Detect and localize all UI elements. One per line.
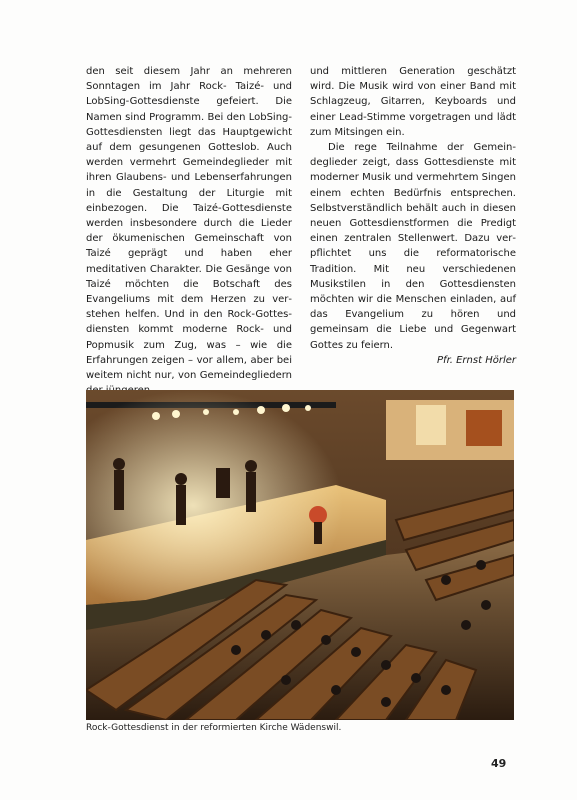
- article-column-right: [310, 64, 516, 368]
- article-paragraph: den seit diesem Jahr an mehreren Sonntagen im Jahr Rock- Taizé- und LobSing-Gottesdienste gefeiert. Die Namen sind Programm. Bei den LobSing-Gottesdiensten liegt das Hauptgewicht auf dem gesungenen Gotteslob. Auch werden vermehrt Gemeindeglieder mit ihren Glaubens- und Lebenserfahrungen in die Gestaltung der Liturgie mit einbezogen. Die Taizé-Gottesdienste werden insbesondere durch die Lieder der ökumenischen Gemeinschaft von Taizé geprägt und haben eher meditativen Charakter. Die Gesänge von Taizé möchten die Botschaft des Evangeliums mit dem Herzen zu verstehen helfen. Und in den Rock-Gottesdiensten kommt moderne Rock- und Popmusik zum Zug, was – wie die Erfahrungen zeigen – vor allem, aber bei weitem nicht nur, von Gemeindegliedern: [86, 66, 292, 382]
- article-author: Pfr. Ernst Hörler: [437, 354, 516, 366]
- article-paragraph: Die rege Teilnahme der Gemeindeglieder zeigt, dass Gottesdienste mit moderner Musik und vermehrtem Singen einem echten Bedürfnis entsprechen. Selbstverständlich behält auch in diesen neuen Gottesdienstformen die Predigt einen zentralen Stellenwert. Dazu verpflichtet uns die reformatorische Tradition. Mit neu verschiedenen Musikstilen in den Gottesdiensten möchten wir die Menschen einladen, auf das Evangelium zu hören und gemeinsam die Liebe und Gegenwart Gottes zu feiern.: [310, 142, 516, 351]
- article-paragraph: und mittleren Generation geschätzt wird. Die Musik wird von einer Band mit Schlagzeug, Gitarren, Keyboards und einer Lead-Stimme vorgetragen und lädt zum Mitsingen ein.: [310, 66, 516, 138]
- church-concert-photo: [86, 390, 514, 720]
- photo-caption: Rock-Gottesdienst in der reformierten Kirche Wädenswil.: [86, 723, 342, 733]
- article-column-left: [86, 64, 292, 398]
- page-number: 49: [491, 757, 507, 770]
- article-body: [86, 64, 516, 382]
